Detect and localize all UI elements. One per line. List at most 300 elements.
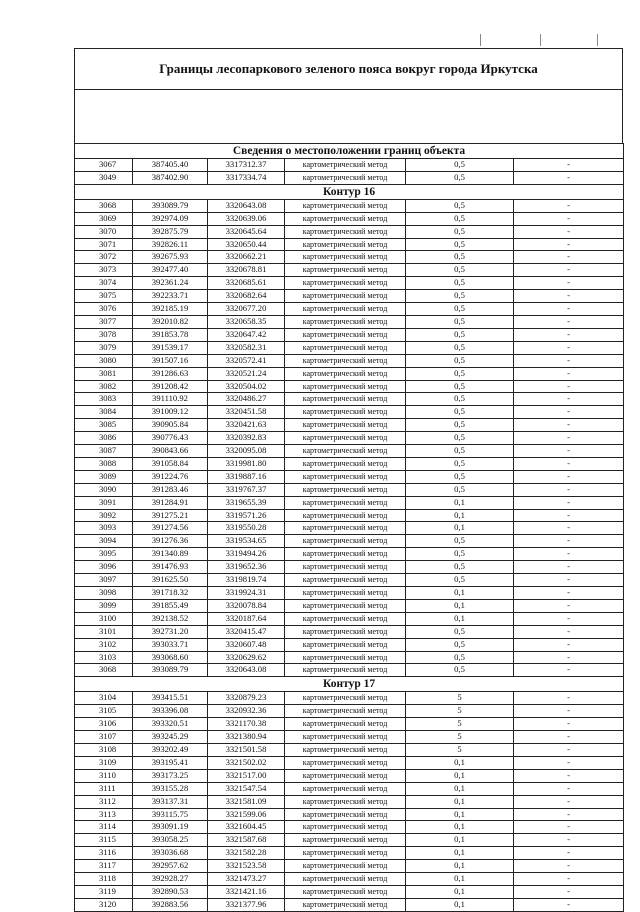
y-coordinate-cell: 3320643.08 xyxy=(208,199,285,212)
x-coordinate-cell: 393091.19 xyxy=(133,821,208,834)
table-row xyxy=(75,328,624,341)
note-cell: - xyxy=(514,731,624,744)
point-number-cell: 3080 xyxy=(75,354,133,367)
table-row xyxy=(75,457,624,470)
note-cell: - xyxy=(514,535,624,548)
table-row xyxy=(75,821,624,834)
note-cell: - xyxy=(514,445,624,458)
x-coordinate-cell: 392883.56 xyxy=(133,898,208,911)
document-title: Границы лесопаркового зеленого пояса вокруг города Иркутска xyxy=(74,48,623,90)
point-number-cell: 3089 xyxy=(75,470,133,483)
note-cell: - xyxy=(514,432,624,445)
method-cell: картометрический метод xyxy=(285,225,406,238)
note-cell: - xyxy=(514,834,624,847)
method-cell: картометрический метод xyxy=(285,457,406,470)
section-header-row xyxy=(75,144,624,159)
header-spacer xyxy=(74,90,623,143)
y-coordinate-cell: 3319534.65 xyxy=(208,535,285,548)
table-row xyxy=(75,847,624,860)
x-coordinate-cell: 393068.60 xyxy=(133,651,208,664)
table-row xyxy=(75,548,624,561)
accuracy-cell: 0,5 xyxy=(406,251,514,264)
table-row xyxy=(75,290,624,303)
note-cell: - xyxy=(514,277,624,290)
x-coordinate-cell: 393036.68 xyxy=(133,847,208,860)
accuracy-cell: 5 xyxy=(406,705,514,718)
accuracy-cell: 0,1 xyxy=(406,808,514,821)
x-coordinate-cell: 391718.32 xyxy=(133,587,208,600)
point-number-cell: 3090 xyxy=(75,483,133,496)
x-coordinate-cell: 392826.11 xyxy=(133,238,208,251)
x-coordinate-cell: 391539.17 xyxy=(133,341,208,354)
note-cell: - xyxy=(514,898,624,911)
note-cell: - xyxy=(514,574,624,587)
method-cell: картометрический метод xyxy=(285,251,406,264)
method-cell: картометрический метод xyxy=(285,599,406,612)
table-row xyxy=(75,483,624,496)
method-cell: картометрический метод xyxy=(285,264,406,277)
table-row xyxy=(75,769,624,782)
table-row xyxy=(75,199,624,212)
method-cell: картометрический метод xyxy=(285,315,406,328)
y-coordinate-cell: 3317312.37 xyxy=(208,159,285,172)
x-coordinate-cell: 391853.78 xyxy=(133,328,208,341)
note-cell: - xyxy=(514,664,624,677)
y-coordinate-cell: 3319494.26 xyxy=(208,548,285,561)
x-coordinate-cell: 391284.91 xyxy=(133,496,208,509)
x-coordinate-cell: 391340.89 xyxy=(133,548,208,561)
y-coordinate-cell: 3317334.74 xyxy=(208,171,285,184)
table-row xyxy=(75,315,624,328)
note-cell: - xyxy=(514,795,624,808)
table-row xyxy=(75,445,624,458)
method-cell: картометрический метод xyxy=(285,860,406,873)
point-number-cell: 3117 xyxy=(75,860,133,873)
table-row xyxy=(75,367,624,380)
note-cell: - xyxy=(514,419,624,432)
table-row xyxy=(75,795,624,808)
table-row xyxy=(75,171,624,184)
accuracy-cell: 0,5 xyxy=(406,406,514,419)
y-coordinate-cell: 3321473.27 xyxy=(208,873,285,886)
point-number-cell: 3077 xyxy=(75,315,133,328)
method-cell: картометрический метод xyxy=(285,171,406,184)
method-cell: картометрический метод xyxy=(285,664,406,677)
point-number-cell: 3068 xyxy=(75,664,133,677)
y-coordinate-cell: 3319819.74 xyxy=(208,574,285,587)
coordinates-table-body xyxy=(75,144,624,912)
point-number-cell: 3095 xyxy=(75,548,133,561)
table-row xyxy=(75,380,624,393)
contour-title: Контур 17 xyxy=(75,677,624,692)
x-coordinate-cell: 392233.71 xyxy=(133,290,208,303)
point-number-cell: 3119 xyxy=(75,885,133,898)
accuracy-cell: 0,1 xyxy=(406,885,514,898)
accuracy-cell: 0,5 xyxy=(406,328,514,341)
point-number-cell: 3049 xyxy=(75,171,133,184)
x-coordinate-cell: 387405.40 xyxy=(133,159,208,172)
point-number-cell: 3076 xyxy=(75,303,133,316)
point-number-cell: 3105 xyxy=(75,705,133,718)
note-cell: - xyxy=(514,769,624,782)
accuracy-cell: 0,5 xyxy=(406,171,514,184)
note-cell: - xyxy=(514,380,624,393)
table-row xyxy=(75,731,624,744)
section-title: Сведения о местоположении границ объекта xyxy=(75,144,624,159)
accuracy-cell: 0,5 xyxy=(406,315,514,328)
y-coordinate-cell: 3320650.44 xyxy=(208,238,285,251)
point-number-cell: 3084 xyxy=(75,406,133,419)
table-row xyxy=(75,705,624,718)
x-coordinate-cell: 391283.46 xyxy=(133,483,208,496)
accuracy-cell: 5 xyxy=(406,743,514,756)
accuracy-cell: 0,5 xyxy=(406,483,514,496)
accuracy-cell: 0,5 xyxy=(406,225,514,238)
scan-mark xyxy=(480,34,481,46)
accuracy-cell: 0,5 xyxy=(406,638,514,651)
x-coordinate-cell: 392957.62 xyxy=(133,860,208,873)
note-cell: - xyxy=(514,238,624,251)
method-cell: картометрический метод xyxy=(285,432,406,445)
note-cell: - xyxy=(514,847,624,860)
note-cell: - xyxy=(514,821,624,834)
x-coordinate-cell: 393115.75 xyxy=(133,808,208,821)
y-coordinate-cell: 3320187.64 xyxy=(208,612,285,625)
table-row xyxy=(75,393,624,406)
x-coordinate-cell: 387402.90 xyxy=(133,171,208,184)
y-coordinate-cell: 3320421.63 xyxy=(208,419,285,432)
note-cell: - xyxy=(514,651,624,664)
y-coordinate-cell: 3320486.27 xyxy=(208,393,285,406)
table-row xyxy=(75,743,624,756)
x-coordinate-cell: 391855.49 xyxy=(133,599,208,612)
y-coordinate-cell: 3319655.39 xyxy=(208,496,285,509)
note-cell: - xyxy=(514,354,624,367)
accuracy-cell: 0,5 xyxy=(406,664,514,677)
y-coordinate-cell: 3320095.08 xyxy=(208,445,285,458)
note-cell: - xyxy=(514,625,624,638)
y-coordinate-cell: 3320078.84 xyxy=(208,599,285,612)
table-row xyxy=(75,419,624,432)
method-cell: картометрический метод xyxy=(285,885,406,898)
method-cell: картометрический метод xyxy=(285,769,406,782)
y-coordinate-cell: 3321547.54 xyxy=(208,782,285,795)
scan-mark xyxy=(540,34,541,46)
point-number-cell: 3067 xyxy=(75,159,133,172)
point-number-cell: 3069 xyxy=(75,212,133,225)
y-coordinate-cell: 3320662.21 xyxy=(208,251,285,264)
table-row xyxy=(75,756,624,769)
x-coordinate-cell: 391476.93 xyxy=(133,561,208,574)
note-cell: - xyxy=(514,406,624,419)
point-number-cell: 3104 xyxy=(75,692,133,705)
note-cell: - xyxy=(514,199,624,212)
note-cell: - xyxy=(514,782,624,795)
accuracy-cell: 0,5 xyxy=(406,159,514,172)
y-coordinate-cell: 3321582.28 xyxy=(208,847,285,860)
y-coordinate-cell: 3319924.31 xyxy=(208,587,285,600)
accuracy-cell: 0,1 xyxy=(406,522,514,535)
y-coordinate-cell: 3321523.58 xyxy=(208,860,285,873)
method-cell: картометрический метод xyxy=(285,574,406,587)
y-coordinate-cell: 3320639.06 xyxy=(208,212,285,225)
note-cell: - xyxy=(514,522,624,535)
accuracy-cell: 0,1 xyxy=(406,587,514,600)
method-cell: картометрический метод xyxy=(285,612,406,625)
point-number-cell: 3081 xyxy=(75,367,133,380)
x-coordinate-cell: 392477.40 xyxy=(133,264,208,277)
table-row xyxy=(75,782,624,795)
y-coordinate-cell: 3320682.64 xyxy=(208,290,285,303)
table-row xyxy=(75,664,624,677)
note-cell: - xyxy=(514,587,624,600)
point-number-cell: 3116 xyxy=(75,847,133,860)
x-coordinate-cell: 393173.25 xyxy=(133,769,208,782)
coordinates-table xyxy=(74,143,624,912)
accuracy-cell: 0,5 xyxy=(406,419,514,432)
method-cell: картометрический метод xyxy=(285,705,406,718)
y-coordinate-cell: 3319550.28 xyxy=(208,522,285,535)
accuracy-cell: 5 xyxy=(406,692,514,705)
point-number-cell: 3114 xyxy=(75,821,133,834)
note-cell: - xyxy=(514,290,624,303)
x-coordinate-cell: 393137.31 xyxy=(133,795,208,808)
x-coordinate-cell: 392185.19 xyxy=(133,303,208,316)
note-cell: - xyxy=(514,251,624,264)
point-number-cell: 3071 xyxy=(75,238,133,251)
accuracy-cell: 0,5 xyxy=(406,432,514,445)
table-row xyxy=(75,873,624,886)
accuracy-cell: 0,1 xyxy=(406,834,514,847)
point-number-cell: 3110 xyxy=(75,769,133,782)
x-coordinate-cell: 393058.25 xyxy=(133,834,208,847)
x-coordinate-cell: 392731.20 xyxy=(133,625,208,638)
x-coordinate-cell: 392675.93 xyxy=(133,251,208,264)
contour-header-row xyxy=(75,677,624,692)
accuracy-cell: 0,5 xyxy=(406,238,514,251)
method-cell: картометрический метод xyxy=(285,873,406,886)
method-cell: картометрический метод xyxy=(285,731,406,744)
note-cell: - xyxy=(514,341,624,354)
note-cell: - xyxy=(514,548,624,561)
method-cell: картометрический метод xyxy=(285,834,406,847)
point-number-cell: 3100 xyxy=(75,612,133,625)
accuracy-cell: 5 xyxy=(406,718,514,731)
table-row xyxy=(75,522,624,535)
point-number-cell: 3074 xyxy=(75,277,133,290)
y-coordinate-cell: 3321587.68 xyxy=(208,834,285,847)
accuracy-cell: 0,1 xyxy=(406,821,514,834)
table-row xyxy=(75,238,624,251)
y-coordinate-cell: 3321581.09 xyxy=(208,795,285,808)
x-coordinate-cell: 392928.27 xyxy=(133,873,208,886)
y-coordinate-cell: 3321502.02 xyxy=(208,756,285,769)
method-cell: картометрический метод xyxy=(285,898,406,911)
point-number-cell: 3096 xyxy=(75,561,133,574)
method-cell: картометрический метод xyxy=(285,380,406,393)
method-cell: картометрический метод xyxy=(285,847,406,860)
point-number-cell: 3120 xyxy=(75,898,133,911)
accuracy-cell: 0,5 xyxy=(406,277,514,290)
y-coordinate-cell: 3320582.31 xyxy=(208,341,285,354)
table-row xyxy=(75,496,624,509)
note-cell: - xyxy=(514,599,624,612)
accuracy-cell: 0,5 xyxy=(406,393,514,406)
point-number-cell: 3082 xyxy=(75,380,133,393)
note-cell: - xyxy=(514,171,624,184)
table-row xyxy=(75,834,624,847)
x-coordinate-cell: 392010.82 xyxy=(133,315,208,328)
x-coordinate-cell: 390843.66 xyxy=(133,445,208,458)
table-row xyxy=(75,692,624,705)
method-cell: картометрический метод xyxy=(285,535,406,548)
point-number-cell: 3078 xyxy=(75,328,133,341)
method-cell: картометрический метод xyxy=(285,638,406,651)
table-row xyxy=(75,561,624,574)
point-number-cell: 3099 xyxy=(75,599,133,612)
accuracy-cell: 0,1 xyxy=(406,599,514,612)
accuracy-cell: 0,5 xyxy=(406,651,514,664)
accuracy-cell: 0,5 xyxy=(406,535,514,548)
y-coordinate-cell: 3320643.08 xyxy=(208,664,285,677)
table-row xyxy=(75,354,624,367)
point-number-cell: 3079 xyxy=(75,341,133,354)
accuracy-cell: 0,5 xyxy=(406,303,514,316)
method-cell: картометрический метод xyxy=(285,509,406,522)
method-cell: картометрический метод xyxy=(285,483,406,496)
x-coordinate-cell: 393195.41 xyxy=(133,756,208,769)
method-cell: картометрический метод xyxy=(285,782,406,795)
accuracy-cell: 0,1 xyxy=(406,873,514,886)
note-cell: - xyxy=(514,470,624,483)
table-row xyxy=(75,406,624,419)
note-cell: - xyxy=(514,612,624,625)
x-coordinate-cell: 391507.16 xyxy=(133,354,208,367)
y-coordinate-cell: 3320521.24 xyxy=(208,367,285,380)
accuracy-cell: 0,5 xyxy=(406,445,514,458)
accuracy-cell: 0,5 xyxy=(406,548,514,561)
method-cell: картометрический метод xyxy=(285,445,406,458)
note-cell: - xyxy=(514,692,624,705)
note-cell: - xyxy=(514,393,624,406)
point-number-cell: 3086 xyxy=(75,432,133,445)
x-coordinate-cell: 393033.71 xyxy=(133,638,208,651)
x-coordinate-cell: 391276.36 xyxy=(133,535,208,548)
note-cell: - xyxy=(514,264,624,277)
accuracy-cell: 0,5 xyxy=(406,574,514,587)
table-row xyxy=(75,225,624,238)
x-coordinate-cell: 393396.08 xyxy=(133,705,208,718)
x-coordinate-cell: 391224.76 xyxy=(133,470,208,483)
accuracy-cell: 0,5 xyxy=(406,199,514,212)
document-page xyxy=(74,48,623,912)
x-coordinate-cell: 391208.42 xyxy=(133,380,208,393)
accuracy-cell: 0,1 xyxy=(406,847,514,860)
method-cell: картометрический метод xyxy=(285,367,406,380)
point-number-cell: 3106 xyxy=(75,718,133,731)
method-cell: картометрический метод xyxy=(285,419,406,432)
x-coordinate-cell: 393155.28 xyxy=(133,782,208,795)
y-coordinate-cell: 3321604.45 xyxy=(208,821,285,834)
point-number-cell: 3094 xyxy=(75,535,133,548)
x-coordinate-cell: 392361.24 xyxy=(133,277,208,290)
y-coordinate-cell: 3321517.00 xyxy=(208,769,285,782)
accuracy-cell: 0,5 xyxy=(406,290,514,303)
x-coordinate-cell: 391110.92 xyxy=(133,393,208,406)
y-coordinate-cell: 3321501.58 xyxy=(208,743,285,756)
point-number-cell: 3108 xyxy=(75,743,133,756)
note-cell: - xyxy=(514,159,624,172)
x-coordinate-cell: 393089.79 xyxy=(133,199,208,212)
method-cell: картометрический метод xyxy=(285,406,406,419)
method-cell: картометрический метод xyxy=(285,808,406,821)
accuracy-cell: 0,5 xyxy=(406,212,514,225)
note-cell: - xyxy=(514,328,624,341)
table-row xyxy=(75,612,624,625)
method-cell: картометрический метод xyxy=(285,496,406,509)
y-coordinate-cell: 3320629.62 xyxy=(208,651,285,664)
method-cell: картометрический метод xyxy=(285,303,406,316)
method-cell: картометрический метод xyxy=(285,718,406,731)
point-number-cell: 3101 xyxy=(75,625,133,638)
y-coordinate-cell: 3320607.48 xyxy=(208,638,285,651)
method-cell: картометрический метод xyxy=(285,795,406,808)
point-number-cell: 3113 xyxy=(75,808,133,821)
table-row xyxy=(75,587,624,600)
accuracy-cell: 0,5 xyxy=(406,457,514,470)
table-row xyxy=(75,638,624,651)
accuracy-cell: 0,1 xyxy=(406,795,514,808)
table-row xyxy=(75,277,624,290)
accuracy-cell: 0,5 xyxy=(406,561,514,574)
table-row xyxy=(75,303,624,316)
accuracy-cell: 0,1 xyxy=(406,769,514,782)
y-coordinate-cell: 3320451.58 xyxy=(208,406,285,419)
point-number-cell: 3088 xyxy=(75,457,133,470)
point-number-cell: 3075 xyxy=(75,290,133,303)
note-cell: - xyxy=(514,860,624,873)
y-coordinate-cell: 3320392.83 xyxy=(208,432,285,445)
y-coordinate-cell: 3320645.64 xyxy=(208,225,285,238)
y-coordinate-cell: 3320658.35 xyxy=(208,315,285,328)
note-cell: - xyxy=(514,561,624,574)
x-coordinate-cell: 392875.79 xyxy=(133,225,208,238)
accuracy-cell: 0,5 xyxy=(406,341,514,354)
table-row xyxy=(75,599,624,612)
y-coordinate-cell: 3320879.23 xyxy=(208,692,285,705)
y-coordinate-cell: 3320685.61 xyxy=(208,277,285,290)
x-coordinate-cell: 391275.21 xyxy=(133,509,208,522)
accuracy-cell: 0,5 xyxy=(406,354,514,367)
scan-mark xyxy=(597,34,598,46)
y-coordinate-cell: 3321380.94 xyxy=(208,731,285,744)
y-coordinate-cell: 3320647.42 xyxy=(208,328,285,341)
x-coordinate-cell: 390776.43 xyxy=(133,432,208,445)
table-row xyxy=(75,264,624,277)
point-number-cell: 3085 xyxy=(75,419,133,432)
table-row xyxy=(75,432,624,445)
method-cell: картометрический метод xyxy=(285,341,406,354)
point-number-cell: 3073 xyxy=(75,264,133,277)
note-cell: - xyxy=(514,808,624,821)
point-number-cell: 3111 xyxy=(75,782,133,795)
point-number-cell: 3109 xyxy=(75,756,133,769)
method-cell: картометрический метод xyxy=(285,199,406,212)
table-row xyxy=(75,651,624,664)
x-coordinate-cell: 390905.84 xyxy=(133,419,208,432)
method-cell: картометрический метод xyxy=(285,277,406,290)
y-coordinate-cell: 3320572.41 xyxy=(208,354,285,367)
